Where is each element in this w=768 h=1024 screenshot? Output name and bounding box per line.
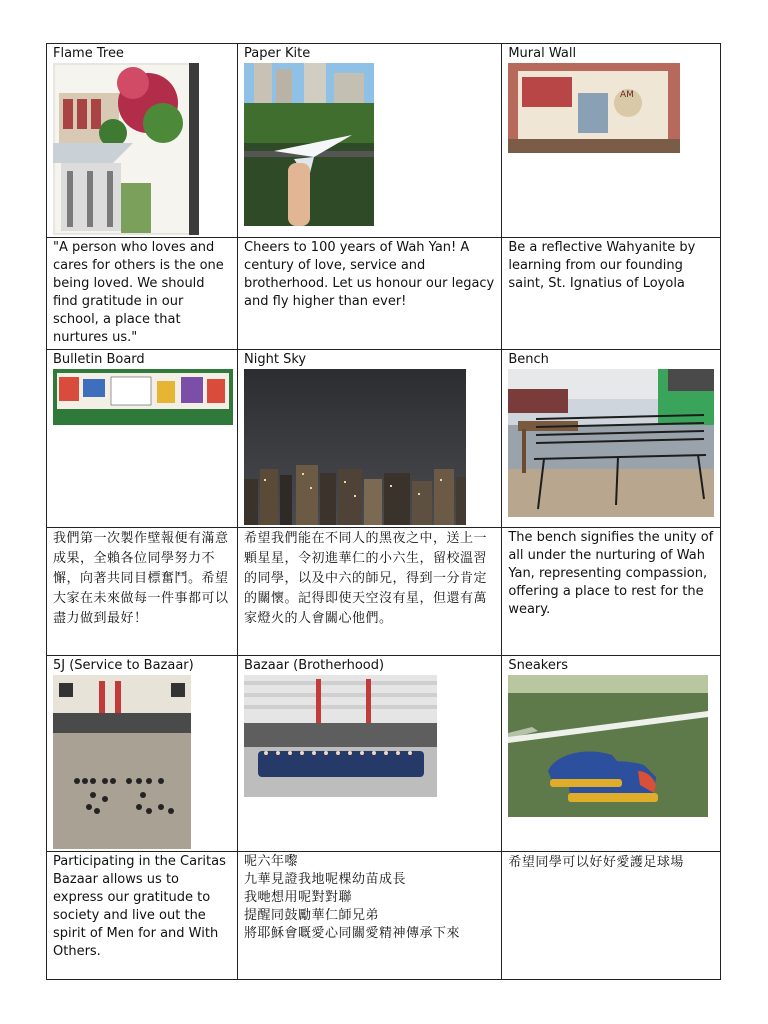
svg-text:AM: AM [620, 90, 635, 100]
paper-kite-cell [238, 44, 502, 238]
night-sky-cell [238, 350, 502, 528]
bulletin-board-title: Bulletin Board [53, 352, 145, 367]
table-row [47, 238, 721, 350]
bazaar-brotherhood-title: Bazaar (Brotherhood) [244, 658, 385, 673]
paper-plane-photo [244, 63, 374, 226]
group-photo [244, 675, 437, 797]
night-sky-title: Night Sky [244, 352, 307, 367]
bench-cell [502, 350, 721, 528]
mural-wall-text: Be a reflective Wahyanite by learning from our founding saint, St. Ignatius of Loyola [508, 240, 696, 291]
night-skyline-photo [244, 369, 466, 525]
paper-kite-title: Paper Kite [244, 46, 311, 61]
photo-caption-grid [46, 43, 721, 980]
bulletin-board-photo [53, 369, 233, 425]
bazaar-brotherhood-cell [238, 656, 502, 852]
sneakers-text: 希望同學可以好好愛護足球場 [508, 855, 684, 870]
table-row [47, 350, 721, 528]
bulletin-board-cell [47, 350, 238, 528]
service-bazaar-text-cell [47, 852, 238, 980]
students-formation-photo [53, 675, 191, 849]
mural-wall-title: Mural Wall [508, 46, 577, 61]
service-bazaar-cell [47, 656, 238, 852]
paper-kite-text-cell [238, 238, 502, 350]
bench-photo [508, 369, 714, 517]
bench-title: Bench [508, 352, 549, 367]
table-row [47, 44, 721, 238]
flame-tree-cell [47, 44, 238, 238]
flame-tree-text: "A person who loves and cares for others is the one being loved. We should find gratitude in our school, a place that nurtures us." [53, 240, 224, 345]
mural-wall-cell [502, 44, 721, 238]
flame-tree-drawing-photo [53, 63, 199, 235]
sneakers-cell [502, 656, 721, 852]
night-sky-text-cell [238, 528, 502, 656]
night-sky-text: 希望我們能在不同人的黑夜之中，送上一顆星星，令初進華仁的小六生，留校溫習的同學，以及中六的師兄，得到一分肯定的關懷。記得即使天空沒有星，但還有萬家燈火的人會關心他們。 [244, 531, 488, 626]
table-row [47, 528, 721, 656]
sneakers-photo [508, 675, 708, 817]
bulletin-board-text-cell [47, 528, 238, 656]
service-bazaar-text: Participating in the Caritas Bazaar allows us to express our gratitude to society and live out the spirit of Men for and With Others. [53, 854, 226, 959]
table-row [47, 656, 721, 852]
bench-text: The bench signifies the unity of all under the nurturing of Wah Yan, representing compassion, offering a place to rest for the weary. [508, 530, 714, 617]
sneakers-title: Sneakers [508, 658, 568, 673]
mural-wall-photo [508, 63, 680, 153]
bazaar-brotherhood-text: 呢六年嚟 九華見證我地呢棵幼苗成長 我哋想用呢對對聯 提醒同鼓勵華仁師兄弟 將耶穌會嘅愛心同關愛精神傳承下來 [244, 854, 461, 941]
bulletin-board-text: 我們第一次製作壁報便有滿意成果，全賴各位同學努力不懈，向著共同目標奮鬥。希望大家在未來做每一件事都可以盡力做到最好！ [53, 531, 229, 626]
bench-text-cell [502, 528, 721, 656]
mural-wall-text-cell [502, 238, 721, 350]
flame-tree-text-cell [47, 238, 238, 350]
table-row [47, 852, 721, 980]
sneakers-text-cell [502, 852, 721, 980]
service-bazaar-title: 5J (Service to Bazaar) [53, 658, 194, 673]
flame-tree-title: Flame Tree [53, 46, 124, 61]
bazaar-brotherhood-text-cell [238, 852, 502, 980]
paper-kite-text: Cheers to 100 years of Wah Yan! A century of love, service and brotherhood. Let us honour our legacy and fly higher than ever! [244, 240, 495, 309]
